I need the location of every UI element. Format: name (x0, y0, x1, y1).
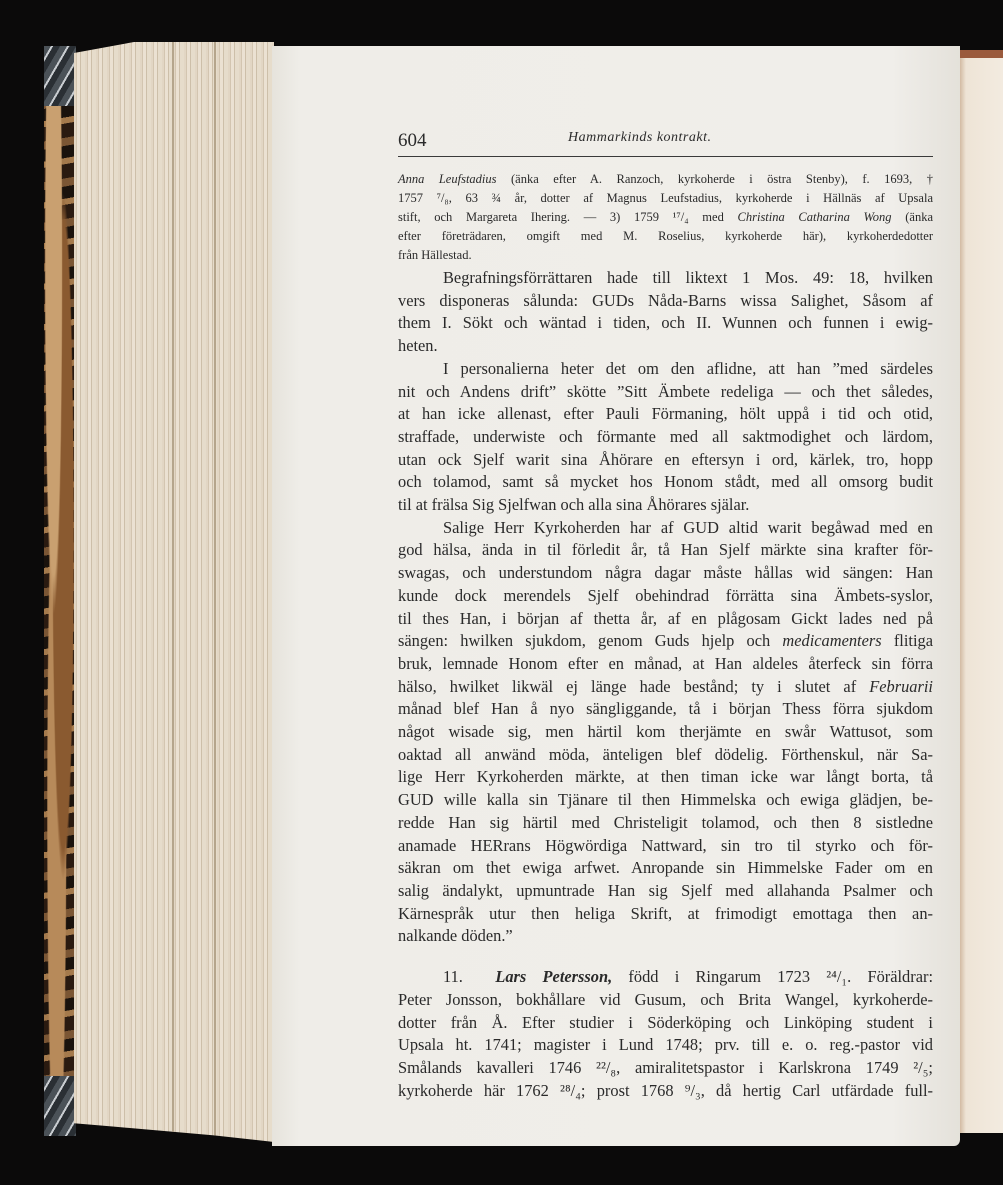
text-line: kunde dock merendels Sjelf obehindrad förrätta sina Ämbets-syslor, (398, 585, 933, 605)
text-line: Upsala ht. 1741; magister i Lund 1748; prv. till e. o. reg.-pastor vid (398, 1035, 933, 1055)
text-line: vers disponeras sålunda: GUDs Nåda-Barns wissa Salighet, Såsom af (398, 290, 933, 310)
text-line: straffade, underwiste och förmante med all saktmodighet och lärdom, (398, 426, 933, 446)
text-line: Salige Herr Kyrkoherden har af GUD altid warit begåwad med en (443, 517, 933, 537)
text-line: anamade HERrans Högwördiga Nattward, sin tro til styrko och för- (398, 835, 933, 855)
text-line: lige Herr Kyrkoherden märkte, at then timan icke war långt borta, tå (398, 767, 933, 787)
text-line: kyrkoherde här 1762 ²⁸/₄; prost 1768 ⁹/₃, då hertig Carl utfärdade full- (398, 1080, 933, 1100)
text-line: efter företrädaren, omgift med M. Roselius, kyrkoherde här), kyrkoherdedotter (398, 229, 933, 243)
text-line: Begrafningsförrättaren hade till liktext 1 Mos. 49: 18, hvilken (443, 268, 933, 287)
page-edge-stack (74, 42, 274, 1142)
text-line: dotter från Å. Efter studier i Söderköping och Linköping student i (398, 1012, 933, 1032)
page-stack-fold (172, 42, 174, 1142)
entry-name: Lars Petersson, (495, 967, 613, 987)
italic-word: medicamenters (782, 631, 882, 651)
text-line: utan ock Sjelf warit sina Åhörare en eftersyn i ord, kärlek, tro, hopp (398, 449, 933, 469)
text-line: hälso, hwilket likwäl ej länge hade bestånd; ty i slutet af Februarii (398, 676, 933, 696)
text-line: bruk, lemnade Honom efter en månad, at Han aldeles återfeck sin förra (398, 653, 933, 673)
text-line: GUD wille kalla sin Tjänare til then Himmelska och ewiga glädjen, be- (398, 790, 933, 810)
page-body (398, 170, 933, 1102)
facing-page-sliver (958, 58, 1003, 1133)
entry-11 (398, 966, 933, 1102)
paragraph-illness (398, 517, 933, 948)
text-line: säkran om thet ewiga arfwet. Anropande sin Himmelske Fader om en (398, 858, 933, 878)
text-line: swagas, och understundom några dagar måste hållas wid sängen: Han (398, 563, 933, 583)
text-line: at han icke allenast, efter Pauli Förmaning, hölt uppå i tid och otid, (398, 404, 933, 424)
text-line: god hälsa, ända in til förledit år, tå Han Sjelf märkte sina krafter för- (398, 540, 933, 560)
book-cover-marbled-edge (44, 46, 76, 1136)
page-stack-fold (214, 42, 216, 1142)
text-line: I personalierna heter det om den aflidne, att han ”med särdeles (443, 358, 933, 378)
text-line: månad blef Han å nyo sängliggande, tå i början Thess förra sjukdom (398, 699, 933, 719)
text-line: något wisade sig, men härtil kom therjämte en swår Wattusot, som (398, 722, 933, 742)
text-line: til at frälsa Sig Sjelfwan och alla sina Åhörares själar. (398, 495, 750, 515)
spacer (398, 948, 933, 966)
page-number: 604 (398, 130, 427, 151)
paragraph-personalia (398, 358, 933, 517)
italic-name: Anna Leufstadius (398, 172, 497, 186)
running-title: Hammarkinds kontrakt. (568, 130, 712, 145)
text-line: Peter Jonsson, bokhållare vid Gusum, och Brita Wangel, kyrkoherde- (398, 989, 933, 1009)
text-line: och tolamod, samt så mycket hos Honom stådt, med all omsorg budit (398, 472, 933, 492)
marbled-paper-bottom (44, 1076, 76, 1136)
text-line: 1757 ⁷/₈, 63 ¾ år, dotter af Magnus Leufstadius, kyrkoherde i Hällnäs af Upsala (398, 191, 933, 205)
paragraph-liktext (398, 267, 933, 358)
text-line: heten. (398, 336, 438, 356)
text-line: Anna Leufstadius (änka efter A. Ranzoch, kyrkoherde i östra Stenby), f. 1693, † (398, 172, 933, 186)
text-line: nalkande döden.” (398, 926, 513, 946)
text-line: til thes Han, i början af thetta år, af en plågosam Gickt lades ned på (398, 608, 933, 628)
page-header (398, 128, 933, 157)
text-line: them I. Sökt och wäntad i tiden, och II. Wunnen och funnen i ewig- (398, 313, 933, 333)
marbled-paper-top (44, 46, 76, 106)
text-line: från Hällestad. (398, 248, 472, 262)
text-line: sängen: hwilken sjukdom, genom Guds hjelp och medicamenters flitiga (398, 631, 933, 651)
footnote-paragraph (398, 170, 933, 265)
text-line: stift, och Margareta Ihering. — 3) 1759 ¹⁷/₄ med Christina Catharina Wong (änka (398, 210, 933, 224)
text-line: Kärnespråk utur then heliga Skrift, at frimodigt emottaga then an- (398, 903, 933, 923)
text-line: nit och Andens drift” skötte ”Sitt Ämbete redeliga — och thet således, (398, 381, 933, 401)
text-line: Smålands kavalleri 1746 ²²/₈, amiralitetspastor i Karlskrona 1749 ²/₅; (398, 1057, 933, 1077)
text-line: 11. Lars Petersson, född i Ringarum 1723 ²⁴/₁. Föräldrar: (443, 967, 933, 987)
entry-number: 11. (443, 967, 463, 987)
text-line: redde Han sig härtil med Christeligit tolamod, och then 8 sistledne (398, 812, 933, 832)
italic-name: Christina Catharina Wong (737, 210, 892, 224)
italic-word: Februarii (869, 676, 933, 696)
text-line: oaktad all anwänd möda, änteligen blef dödelig. Förthenskul, när Sa- (398, 744, 933, 764)
text-line: salig ändalykt, upmuntrade Han sig Sjelf med allahanda Psalmer och (398, 880, 933, 900)
